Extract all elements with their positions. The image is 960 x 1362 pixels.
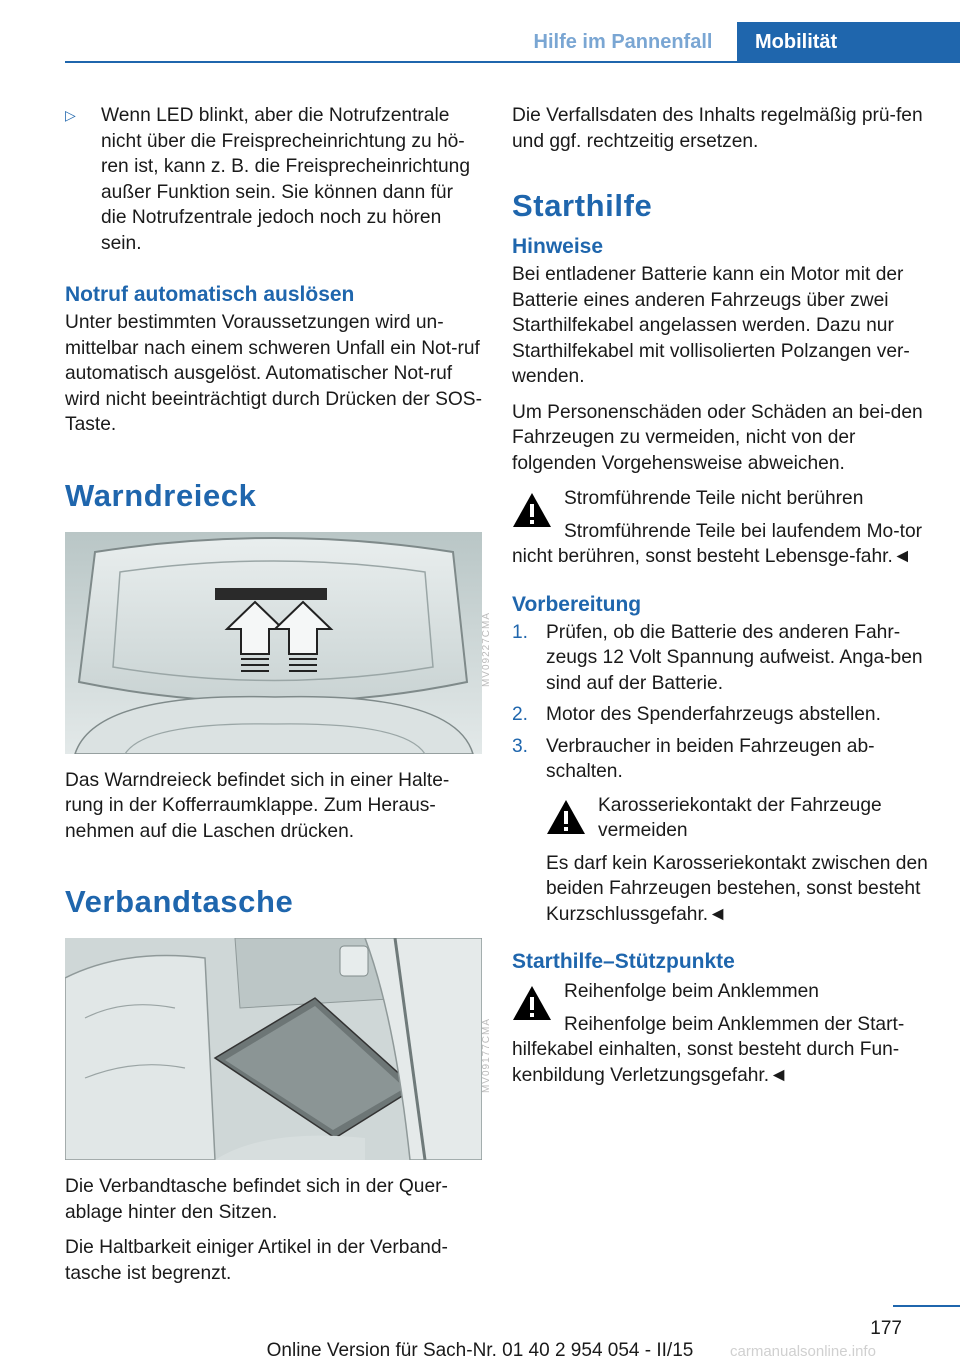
page-number-rule <box>893 1305 960 1307</box>
list-number: 1. <box>512 621 529 643</box>
verbandtasche-figure <box>65 938 492 1160</box>
right-column <box>512 103 930 1098</box>
vorbereitung-heading: Vorbereitung <box>512 592 642 616</box>
list-text: Verbraucher in beiden Fahrzeugen ab‐schalten. <box>546 735 875 782</box>
list-number: 2. <box>512 704 529 725</box>
trunk-lid-image <box>65 532 482 754</box>
warning-text: Es darf kein Karosseriekontakt zwischen den beiden Fahrzeugen bestehen, sonst besteht Kurzschlussgefahr.◄ <box>546 852 928 925</box>
warning-title: Stromführende Teile nicht berühren <box>564 488 864 509</box>
warning-text: Reihenfolge beim Anklemmen der Start‐hilfekabel einhalten, sonst besteht durch Fun‐kenbildung Verletzungsgefahr.◄ <box>512 1013 905 1086</box>
warning-block <box>546 793 930 928</box>
warning-triangle-icon <box>546 799 586 835</box>
hinweise-heading: Hinweise <box>512 235 604 258</box>
verbandtasche-text-2: Die Haltbarkeit einiger Artikel in der Verband‐tasche ist begrenzt. <box>65 1237 448 1284</box>
page-number: 177 <box>870 1318 902 1339</box>
verfall-text: Die Verfallsdaten des Inhalts regelmäßig prü‐fen und ggf. rechtzeitig ersetzen. <box>512 105 923 152</box>
hinweise-text-2: Um Personenschäden oder Schäden an bei‐den Fahrzeugen zu vermeiden, nicht von der folgenden Vorgehensweise abweichen. <box>512 401 923 474</box>
header-section-tab[interactable]: Hilfe im Pannenfall <box>533 30 713 53</box>
header-rule <box>65 61 960 63</box>
hinweise-text-1: Bei entladener Batterie kann ein Motor mit der Batterie eines anderen Fahrzeugs über zwei Starthilfekabel angelassen werden. Dazu nur Starthilfekabel mit vollisolierten Polzangen ver‐wenden. <box>512 264 910 387</box>
starthilfe-heading: Starthilfe <box>512 188 653 223</box>
warning-block <box>512 979 930 1088</box>
warndreieck-figure <box>65 532 492 754</box>
warning-title: Reihenfolge beim Anklemmen <box>564 981 819 1002</box>
warndreieck-heading: Warndreieck <box>65 477 257 513</box>
bullet-text: Wenn LED blinkt, aber die Notrufzentrale nicht über die Freisprecheinrichtung zu hö‐ren ist, kann z. B. die Freisprecheinrichtung außer Funktion sein. Sie können dann für die Notrufzentrale jedoch noch zu hören sein. <box>101 105 471 254</box>
warning-triangle-icon <box>512 985 552 1021</box>
warning-block <box>512 486 930 570</box>
warning-triangle-icon <box>512 492 552 528</box>
watermark: carmanualsonline.info <box>730 1343 876 1360</box>
rear-shelf-image <box>65 938 482 1160</box>
warning-title: Karosseriekontakt der Fahrzeuge vermeiden <box>598 794 882 841</box>
online-version-footer: Online Version für Sach-Nr. 01 40 2 954 054 - II/15 <box>266 1340 694 1361</box>
warndreieck-text: Das Warndreieck befindet sich in einer Halte‐rung in der Kofferraumklappe. Zum Heraus‐nehmen auf die Laschen drücken. <box>65 769 450 842</box>
verbandtasche-text-1: Die Verbandtasche befindet sich in der Quer‐ablage hinter den Sitzen. <box>65 1176 448 1223</box>
list-item <box>512 702 930 728</box>
list-text: Prüfen, ob die Batterie des anderen Fahr‐zeugs 12 Volt Spannung aufweist. Anga‐ben sind auf der Batterie. <box>546 621 923 694</box>
list-item <box>512 734 930 785</box>
stuetzpunkte-heading: Starthilfe–Stützpunkte <box>512 950 735 973</box>
header-chapter-tab[interactable]: Mobilität <box>737 22 960 62</box>
list-number: 3. <box>512 735 529 757</box>
notruf-text: Unter bestimmten Voraussetzungen wird un‐mittelbar nach einem schweren Unfall ein Not‐ruf automatisch ausgelöst. Automatischer Not‐ruf wird nicht beeinträchtigt durch Drücken der SOS-Taste. <box>65 312 482 435</box>
figure-code: MV09227CMA <box>480 611 492 687</box>
list-text: Motor des Spenderfahrzeugs abstellen. <box>546 704 881 725</box>
list-item <box>512 620 930 697</box>
verbandtasche-heading: Verbandtasche <box>65 884 294 919</box>
notruf-heading: Notruf automatisch auslösen <box>65 283 355 306</box>
bullet-item <box>65 103 482 256</box>
warning-text: Stromführende Teile bei laufendem Mo‐tor nicht berühren, sonst besteht Lebensge‐fahr.◄ <box>512 520 923 567</box>
left-column <box>65 103 492 1296</box>
figure-code: MV09177CMA <box>480 1018 492 1094</box>
triangle-bullet-icon: ▷ <box>65 107 76 123</box>
